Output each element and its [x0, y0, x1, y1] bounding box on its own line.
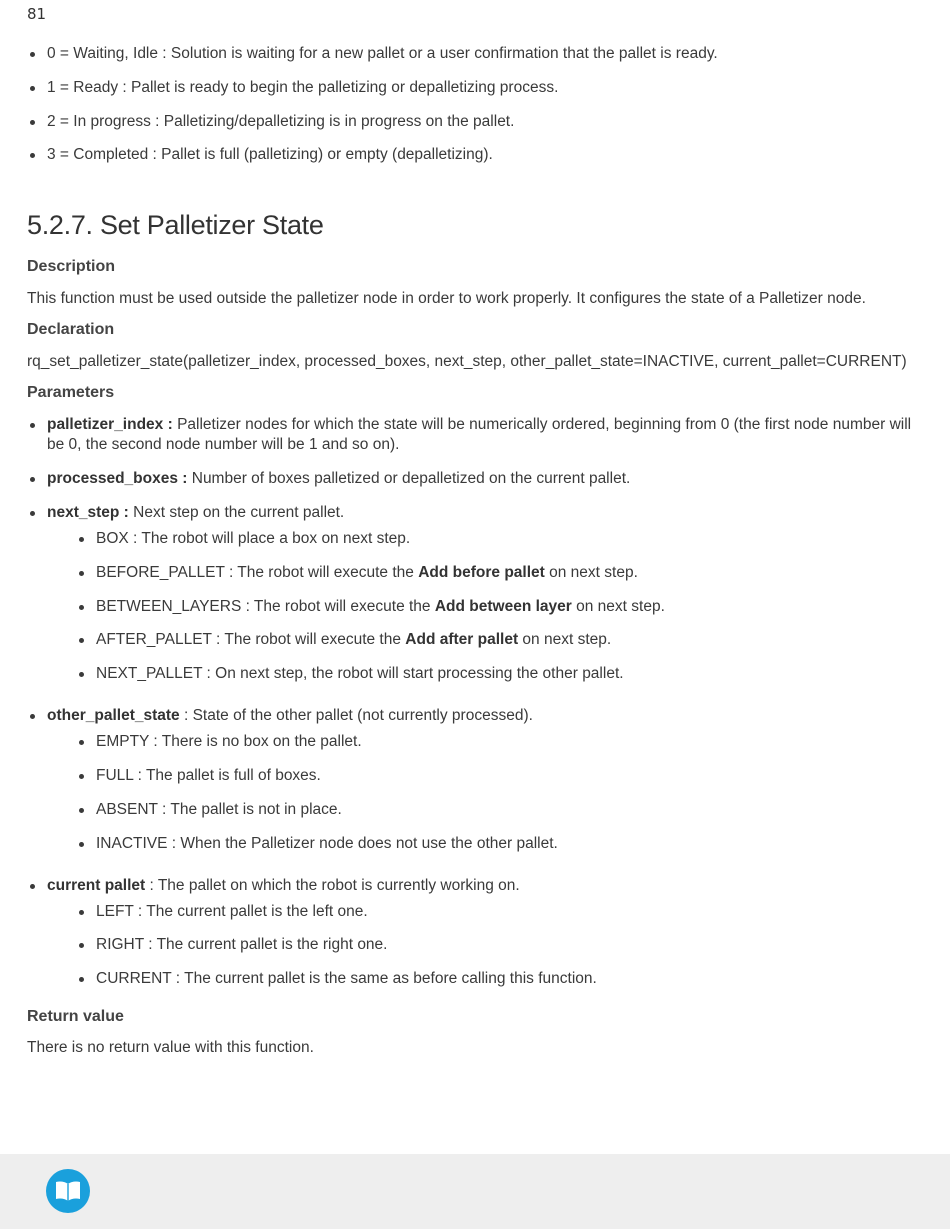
param-description: Number of boxes palletized or depalletized on the current pallet. [187, 470, 631, 487]
book-icon[interactable] [46, 1169, 90, 1213]
param-palletizer-index [27, 415, 922, 455]
list-item: INACTIVE : When the Palletizer node does not use the other pallet. [47, 834, 922, 854]
list-item: ABSENT : The pallet is not in place. [47, 800, 922, 820]
param-name: processed_boxes : [47, 470, 188, 487]
param-next-step [27, 503, 922, 684]
param-name: current pallet [47, 876, 146, 894]
description-heading: Description [27, 258, 116, 275]
param-name: palletizer_index : [47, 416, 173, 433]
parameter-list [27, 415, 922, 1003]
param-description: : The pallet on which the robot is currently working on. [145, 876, 520, 894]
list-item: BOX : The robot will place a box on next step. [47, 529, 922, 549]
param-name: next_step : [47, 504, 129, 521]
list-item: 3 = Completed : Pallet is full (palletizing) or empty (depalletizing). [27, 145, 927, 165]
list-item: 0 = Waiting, Idle : Solution is waiting for a new pallet or a user confirmation that the pallet is ready. [27, 44, 927, 64]
list-item: EMPTY : There is no box on the pallet. [47, 732, 922, 752]
list-item: LEFT : The current pallet is the left one. [47, 902, 922, 922]
list-item: AFTER_PALLET : The robot will execute the Add after pallet on next step. [47, 630, 922, 650]
other-pallet-state-options [47, 732, 922, 853]
list-item: BEFORE_PALLET : The robot will execute the Add before pallet on next step. [47, 563, 922, 583]
declaration-text: rq_set_palletizer_state(palletizer_index, processed_boxes, next_step, other_pallet_state=INACTIVE, current_pallet=CURRENT) [27, 353, 907, 370]
param-description: : State of the other pallet (not currently processed). [179, 707, 533, 725]
declaration-heading: Declaration [27, 321, 115, 338]
list-item: FULL : The pallet is full of boxes. [47, 766, 922, 786]
list-item: 1 = Ready : Pallet is ready to begin the palletizing or depalletizing process. [27, 78, 927, 98]
description-text: This function must be used outside the palletizer node in order to work properly. It configures the state of a Palletizer node. [27, 290, 866, 307]
param-name: other_pallet_state [47, 707, 180, 725]
list-item: CURRENT : The current pallet is the same as before calling this function. [47, 969, 922, 989]
return-value-text: There is no return value with this function. [27, 1039, 314, 1056]
page-number: 81 [27, 5, 47, 23]
page-footer [0, 1154, 950, 1229]
current-pallet-options [47, 902, 922, 990]
return-value-heading: Return value [27, 1008, 124, 1025]
parameters-heading: Parameters [27, 384, 115, 401]
section-title: 5.2.7. Set Palletizer State [27, 210, 324, 240]
param-other-pallet-state [27, 706, 922, 853]
list-item: 2 = In progress : Palletizing/depalletizing is in progress on the pallet. [27, 112, 927, 132]
list-item: BETWEEN_LAYERS : The robot will execute the Add between layer on next step. [47, 597, 922, 617]
param-description: Next step on the current pallet. [128, 504, 345, 521]
list-item: NEXT_PALLET : On next step, the robot will start processing the other pallet. [47, 664, 922, 684]
param-processed-boxes [27, 469, 922, 489]
status-value-list [27, 44, 927, 179]
next-step-options [47, 529, 922, 684]
list-item: RIGHT : The current pallet is the right one. [47, 935, 922, 955]
param-current-pallet [27, 876, 922, 990]
param-description: Palletizer nodes for which the state will be numerically ordered, beginning from 0 (the first node number will be 0, the second node number will be 1 and so on). [47, 416, 912, 453]
